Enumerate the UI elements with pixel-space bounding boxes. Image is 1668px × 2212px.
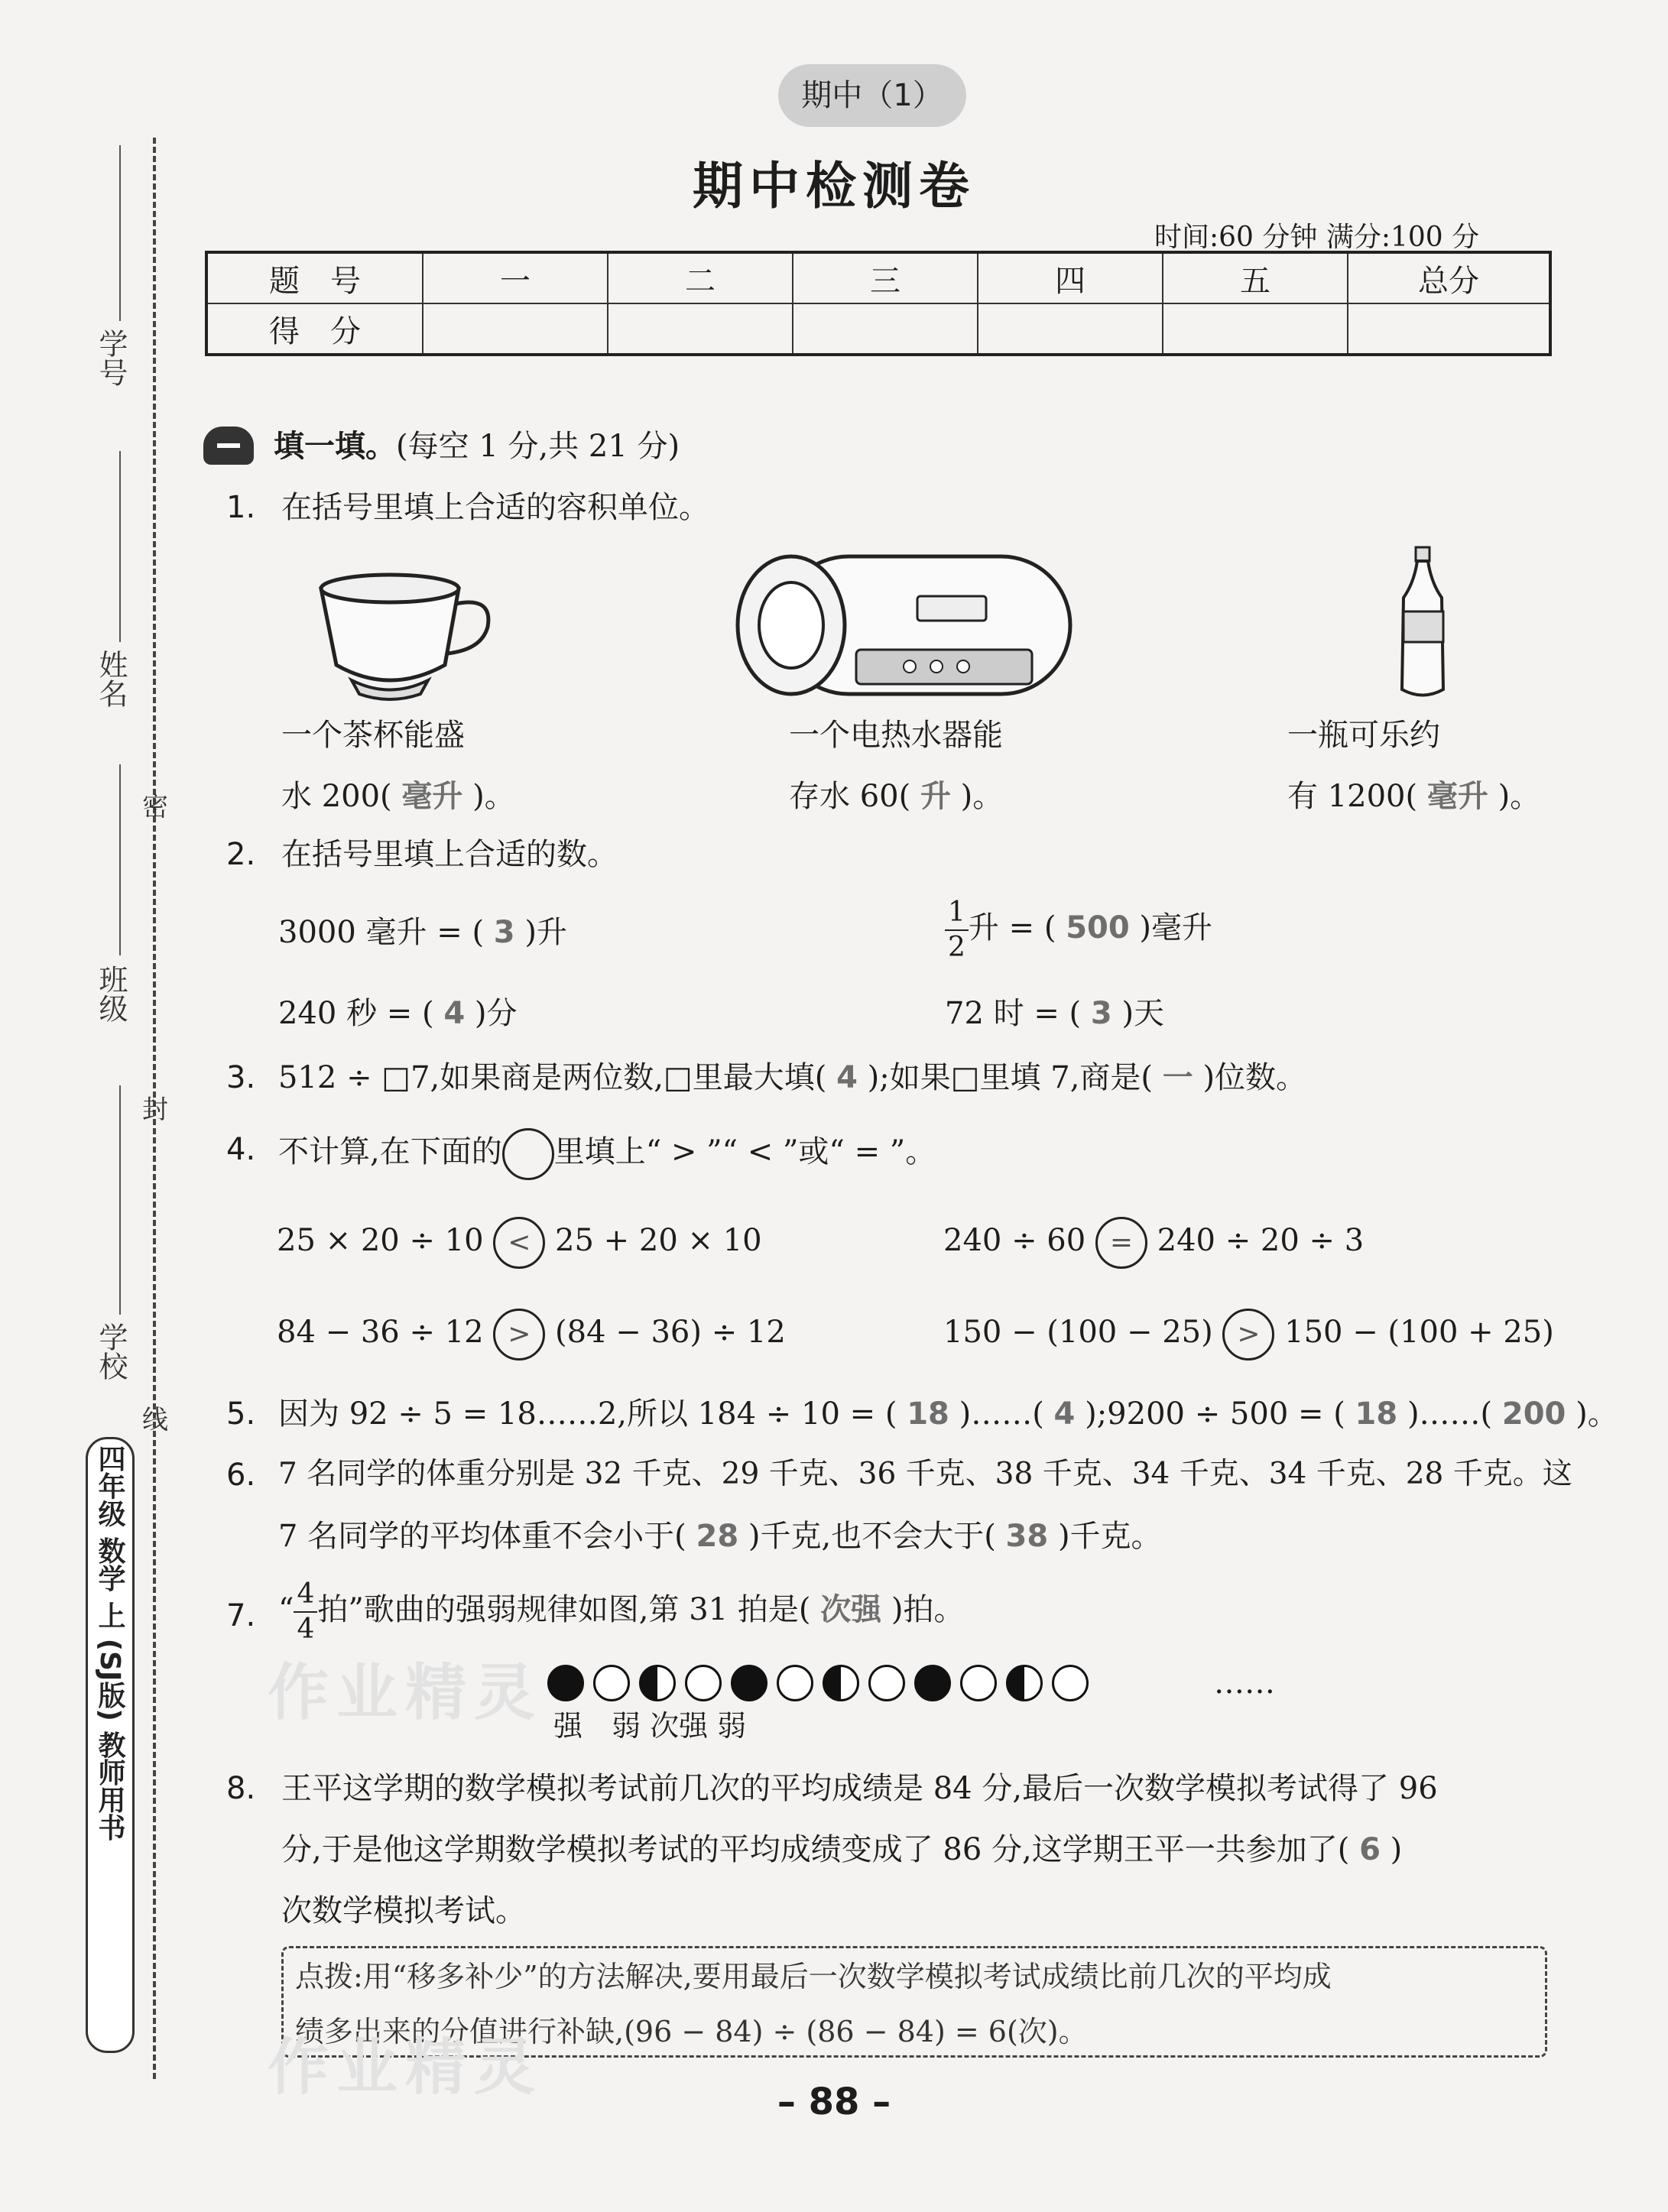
section-title: 填一填。 — [274, 429, 396, 464]
section-note: (每空 1 分,共 21 分) — [396, 429, 680, 464]
hint-line2: 绩多出来的分值进行补缺,(96 − 84) ÷ (86 − 84) = 6(次)。 — [295, 2015, 1088, 2048]
q5-number: 5. — [226, 1396, 256, 1432]
q5-answer-2: 4 — [1053, 1396, 1076, 1432]
q6-line1: 7 名同学的体重分别是 32 千克、29 千克、36 千克、38 千克、34 千克、34 千克、28 千克。这 — [278, 1457, 1572, 1491]
watermark-1: 作业精灵 — [268, 1657, 543, 1728]
q1-cola-answer: 毫升 — [1426, 779, 1488, 814]
page-number: – 88 – — [777, 2081, 891, 2123]
beat-dot-empty — [960, 1665, 997, 1701]
beat-pattern — [547, 1665, 1098, 1701]
q6-number: 6. — [226, 1458, 256, 1493]
school-label: 学校 — [94, 1322, 128, 1380]
q6-post: )千克。 — [1057, 1519, 1162, 1554]
beat-dot-half — [1006, 1665, 1043, 1701]
score-cell: 五 — [1163, 252, 1348, 303]
beat-dot-empty — [868, 1665, 905, 1701]
q5-mid-2: );9200 ÷ 500 = ( — [1085, 1396, 1345, 1432]
seal-word-xian: 线 — [142, 1405, 168, 1435]
q1-number: 1. — [226, 490, 256, 525]
beat-dot-half — [823, 1665, 859, 1701]
q3-mid: );如果□里填 7,商是( — [867, 1060, 1154, 1095]
q2-b-denominator: 2 — [948, 932, 965, 963]
q4-e1-right: 25 + 20 × 10 — [555, 1223, 762, 1258]
score-cell: 二 — [608, 252, 793, 303]
q6-answer-1: 28 — [696, 1519, 739, 1554]
q2-b-fraction — [945, 899, 969, 962]
section-heading — [274, 428, 680, 465]
blank-circle-icon — [502, 1128, 554, 1180]
q5-mid-1: )……( — [959, 1396, 1044, 1432]
q1-cola-post: )。 — [1498, 779, 1541, 814]
q1-cup-answer: 毫升 — [401, 779, 463, 814]
q7-denominator: 4 — [297, 1614, 315, 1645]
section-badge — [203, 427, 254, 465]
q7-pre: 拍”歌曲的强弱规律如图,第 31 拍是( — [317, 1592, 811, 1627]
q7-answer: 次强 — [820, 1592, 882, 1627]
q4-e1-symbol: < — [493, 1217, 545, 1269]
score-input-cell[interactable] — [1163, 303, 1348, 355]
q8-line2 — [281, 1831, 1402, 1868]
q1-cup-pre: 水 200( — [281, 779, 392, 814]
q6-answer-2: 38 — [1005, 1519, 1049, 1554]
q1-cup-line2 — [281, 778, 515, 815]
q5-pre: 因为 92 ÷ 5 = 18……2,所以 184 ÷ 10 = ( — [278, 1396, 897, 1432]
seal-word-mi: 密 — [142, 792, 168, 822]
q4-text — [278, 1128, 936, 1180]
cola-bottle-image — [1388, 544, 1457, 705]
q5-post: )。 — [1576, 1396, 1618, 1432]
q2-c-pre: 240 秒 = ( — [278, 996, 434, 1031]
q4-expr-4 — [943, 1309, 1554, 1361]
q1-heater-line2 — [789, 778, 1003, 815]
name-label: 姓名 — [94, 650, 128, 708]
q4-pre: 不计算,在下面的 — [278, 1134, 502, 1169]
exam-tag: 期中（1） — [778, 64, 966, 127]
q3-text — [278, 1059, 1306, 1096]
beat-dot-full — [914, 1665, 951, 1701]
q4-expr-1 — [277, 1217, 762, 1269]
water-heater-image — [726, 550, 1085, 703]
q2-c-answer: 4 — [443, 996, 466, 1031]
q2-d-answer: 3 — [1090, 996, 1112, 1031]
q2-d-pre: 72 时 = ( — [945, 996, 1082, 1031]
q5-text — [278, 1396, 1618, 1432]
q8-pre: 分,于是他这学期数学模拟考试的平均成绩变成了 86 分,这学期王平一共参加了( — [281, 1832, 1350, 1867]
q2-d-post: )天 — [1121, 996, 1165, 1031]
q2-d — [945, 995, 1164, 1032]
score-cell: 得 分 — [206, 303, 423, 355]
beat-dot-full — [731, 1665, 767, 1701]
score-table-header-row — [206, 252, 1550, 303]
q2-c — [278, 995, 518, 1032]
q4-e2-symbol: = — [1095, 1217, 1147, 1269]
q1-heater-answer: 升 — [920, 779, 951, 814]
score-cell: 题 号 — [206, 252, 423, 303]
q1-text: 在括号里填上合适的容积单位。 — [281, 490, 709, 525]
q1-cup-post: )。 — [472, 779, 515, 814]
score-table — [205, 251, 1552, 356]
score-cell: 三 — [793, 252, 978, 303]
beat-dot-full — [547, 1665, 584, 1701]
q7-quote: “ — [278, 1592, 294, 1627]
score-input-cell[interactable] — [608, 303, 793, 355]
score-input-cell[interactable] — [423, 303, 608, 355]
q2-a-answer: 3 — [493, 915, 515, 950]
q2-number: 2. — [226, 837, 256, 872]
q3-answer-1: 4 — [836, 1060, 858, 1095]
beat-dot-empty — [777, 1665, 813, 1701]
q4-post: 里填上“ > ”“ < ”或“ = ”。 — [553, 1134, 936, 1169]
q4-number: 4. — [226, 1132, 256, 1167]
q6-line2 — [278, 1518, 1162, 1555]
q7-time-signature — [294, 1578, 317, 1645]
q2-a-post: )升 — [524, 915, 567, 950]
class-label: 班级 — [94, 965, 128, 1023]
q2-b — [945, 899, 1212, 962]
q1-cola-line1: 一瓶可乐约 — [1287, 718, 1440, 753]
q4-e3-right: (84 − 36) ÷ 12 — [555, 1315, 786, 1350]
q7-text — [278, 1578, 965, 1645]
beat-ellipsis: …… — [1214, 1665, 1275, 1701]
beat-dot-empty — [685, 1665, 722, 1701]
q3-post: )位数。 — [1202, 1060, 1307, 1095]
score-cell: 一 — [423, 252, 608, 303]
q2-b-numerator: 1 — [945, 899, 969, 931]
q1-cup-line1: 一个茶杯能盛 — [281, 718, 465, 753]
name-line — [119, 451, 121, 642]
time-info: 时间:60 分钟 满分:100 分 — [1154, 222, 1480, 253]
q3-number: 3. — [226, 1060, 256, 1095]
q2-b-post: )毫升 — [1139, 910, 1213, 945]
q4-e2-left: 240 ÷ 60 — [943, 1223, 1086, 1258]
seal-word-feng: 封 — [142, 1095, 168, 1125]
q4-e2-right: 240 ÷ 20 ÷ 3 — [1157, 1223, 1365, 1258]
q2-text: 在括号里填上合适的数。 — [281, 837, 618, 872]
q2-b-answer: 500 — [1066, 910, 1130, 945]
book-label: 四年级 数学 上 (SJ版) 教师用书 — [94, 1445, 125, 1841]
beat-dot-empty — [1052, 1665, 1089, 1701]
beat-caption: 强 弱 次强 弱 — [553, 1709, 747, 1743]
q7-number: 7. — [226, 1598, 256, 1633]
score-input-cell[interactable] — [793, 303, 978, 355]
q1-cola-line2 — [1287, 778, 1540, 815]
q5-answer-3: 18 — [1355, 1396, 1398, 1432]
q5-mid-3: )……( — [1407, 1396, 1493, 1432]
q5-answer-4: 200 — [1501, 1396, 1566, 1432]
beat-dot-empty — [593, 1665, 630, 1701]
q2-a-pre: 3000 毫升 = ( — [278, 915, 485, 950]
q5-answer-1: 18 — [907, 1396, 949, 1432]
teacup-image — [306, 566, 497, 711]
q4-e3-symbol: > — [493, 1309, 545, 1361]
q1-heater-post: )。 — [960, 779, 1004, 814]
q4-expr-3 — [277, 1309, 786, 1361]
q1-heater-line1: 一个电热水器能 — [789, 718, 1003, 753]
q4-expr-2 — [943, 1217, 1364, 1269]
score-cell: 总分 — [1348, 252, 1550, 303]
q7-numerator: 4 — [294, 1581, 317, 1613]
q8-number: 8. — [226, 1771, 256, 1806]
q6-pre: 7 名同学的平均体重不会小于( — [278, 1519, 686, 1554]
q8-answer: 6 — [1359, 1832, 1381, 1867]
school-line — [119, 1085, 121, 1315]
q6-mid: )千克,也不会大于( — [748, 1519, 996, 1554]
q2-a — [278, 914, 567, 951]
q3-answer-2: 一 — [1162, 1060, 1193, 1095]
score-table-score-row — [206, 303, 1550, 355]
q7-post: )拍。 — [891, 1592, 965, 1627]
student-id-line — [119, 145, 121, 321]
q4-e4-right: 150 − (100 + 25) — [1284, 1315, 1554, 1350]
watermark-2: 作业精灵 — [268, 2032, 543, 2103]
student-id-label: 学号 — [94, 329, 128, 387]
q2-b-pre: 升 = ( — [968, 910, 1056, 945]
q1-heater-pre: 存水 60( — [789, 779, 911, 814]
q4-e4-symbol: > — [1222, 1309, 1274, 1361]
q4-e1-left: 25 × 20 ÷ 10 — [277, 1223, 484, 1258]
class-line — [119, 764, 121, 955]
q8-line1: 王平这学期的数学模拟考试前几次的平均成绩是 84 分,最后一次数学模拟考试得了 96 — [281, 1771, 1438, 1806]
q3-pre: 512 ÷ □7,如果商是两位数,□里最大填( — [278, 1060, 827, 1095]
score-input-cell[interactable] — [1348, 303, 1550, 355]
q4-e4-left: 150 − (100 − 25) — [943, 1315, 1213, 1350]
q8-line3: 次数学模拟考试。 — [281, 1893, 526, 1928]
beat-dot-half — [639, 1665, 676, 1701]
page-title: 期中检测卷 — [693, 157, 975, 216]
score-input-cell[interactable] — [978, 303, 1163, 355]
q8-post: ) — [1390, 1832, 1403, 1867]
score-cell: 四 — [978, 252, 1163, 303]
q1-cola-pre: 有 1200( — [1287, 779, 1418, 814]
q4-e3-left: 84 − 36 ÷ 12 — [277, 1315, 484, 1350]
hint-line1: 点拨:用“移多补少”的方法解决,要用最后一次数学模拟考试成绩比前几次的平均成 — [295, 1960, 1332, 1993]
q2-c-post: )分 — [474, 996, 518, 1031]
